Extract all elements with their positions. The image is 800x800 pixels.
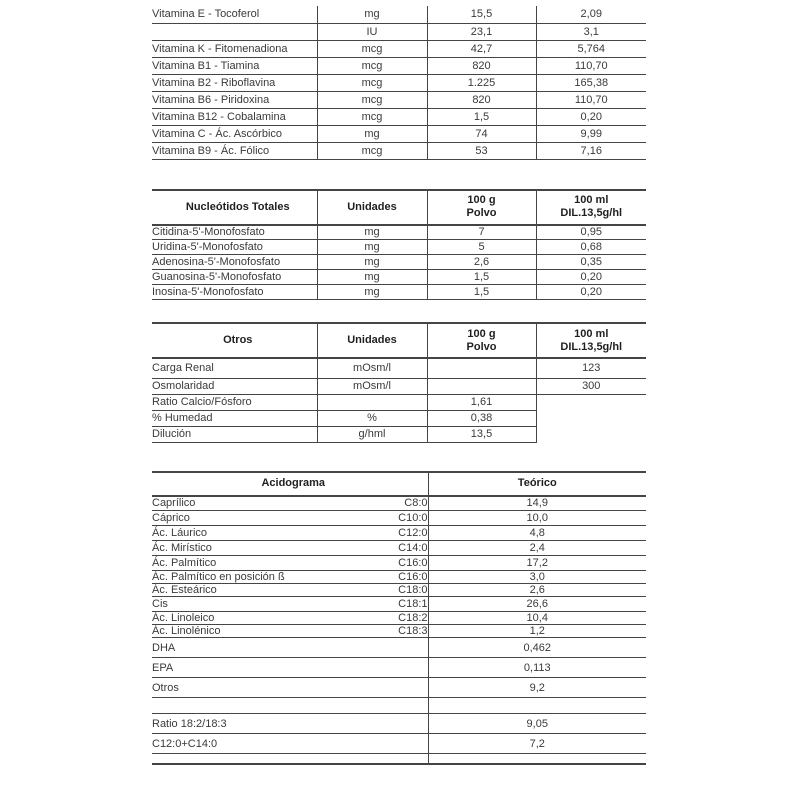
- row-label-cell: [152, 23, 317, 40]
- teorico-value-cell: 1,2: [428, 625, 646, 638]
- row-label-cell: Dilución: [152, 426, 317, 442]
- acid-name-cell: [152, 754, 352, 764]
- teorico-value-cell: 0,113: [428, 658, 646, 678]
- teorico-value-cell: 2,6: [428, 584, 646, 597]
- value-100ml-cell: 0,95: [536, 225, 646, 240]
- value-100ml-cell: 0,20: [536, 285, 646, 300]
- table-row: [152, 571, 646, 584]
- table-row: [152, 678, 646, 698]
- table-row: [152, 541, 646, 556]
- table-row: [152, 625, 646, 638]
- table-row: [152, 612, 646, 625]
- teorico-value-cell: 17,2: [428, 556, 646, 571]
- row-label-cell: Vitamina B1 - Tiamina: [152, 57, 317, 74]
- value-100ml-cell: 9,99: [536, 125, 646, 142]
- teorico-value-cell: 4,8: [428, 526, 646, 541]
- acid-code-cell: [352, 638, 428, 658]
- value-100ml-cell: 5,764: [536, 40, 646, 57]
- table-row: [152, 754, 646, 764]
- header-title: Otros: [152, 323, 317, 358]
- acid-code-cell: [352, 734, 428, 754]
- row-label-cell: Uridina-5'-Monofosfato: [152, 240, 317, 255]
- header-title: Nucleótidos Totales: [152, 190, 317, 225]
- value-100g-cell: 23,1: [427, 23, 536, 40]
- acid-name-cell: Ratio 18:2/18:3: [152, 714, 352, 734]
- table-row: [152, 714, 646, 734]
- table-row: [152, 6, 646, 23]
- acid-name-cell: Ác. Palmítico en posición ß: [152, 571, 352, 584]
- table-row: [152, 658, 646, 678]
- teorico-value-cell: 9,05: [428, 714, 646, 734]
- row-label-cell: Vitamina B12 - Cobalamina: [152, 108, 317, 125]
- unit-cell: mg: [317, 6, 427, 23]
- value-100g-cell: 42,7: [427, 40, 536, 57]
- acid-name-cell: EPA: [152, 658, 352, 678]
- acid-code-cell: C12:0: [352, 526, 428, 541]
- table-row: [152, 556, 646, 571]
- value-100ml-cell: 7,16: [536, 142, 646, 159]
- row-label-cell: Vitamina B6 - Piridoxina: [152, 91, 317, 108]
- unit-cell: mg: [317, 255, 427, 270]
- table-row: [152, 584, 646, 597]
- value-100ml-cell: 123: [536, 358, 646, 378]
- row-label-cell: Guanosina-5'-Monofosfato: [152, 270, 317, 285]
- value-100g-cell: 1,61: [427, 394, 536, 410]
- teorico-value-cell: 9,2: [428, 678, 646, 698]
- acid-code-cell: [352, 678, 428, 698]
- table-row: [152, 394, 646, 410]
- table-row: [152, 270, 646, 285]
- table-row: [152, 511, 646, 526]
- header-teorico: Teórico: [428, 472, 646, 496]
- unit-cell: mg: [317, 285, 427, 300]
- unit-cell: mg: [317, 240, 427, 255]
- nutrition-document: [152, 6, 646, 765]
- acid-code-cell: C16:0: [352, 571, 428, 584]
- row-label-cell: Vitamina B9 - Ác. Fólico: [152, 142, 317, 159]
- table-header-row: [152, 472, 646, 496]
- acid-code-cell: C14:0: [352, 541, 428, 556]
- value-100g-cell: 5: [427, 240, 536, 255]
- unit-cell: mcg: [317, 57, 427, 74]
- acid-code-cell: [352, 658, 428, 678]
- value-100g-cell: [427, 378, 536, 394]
- acid-code-cell: C10:0: [352, 511, 428, 526]
- table-row: [152, 496, 646, 511]
- acid-name-cell: Caprílico: [152, 496, 352, 511]
- unit-cell: mOsm/l: [317, 378, 427, 394]
- unit-cell: %: [317, 410, 427, 426]
- acid-name-cell: Otros: [152, 678, 352, 698]
- header-100g-polvo: [427, 323, 536, 358]
- acid-name-cell: Ác. Linolénico: [152, 625, 352, 638]
- unit-cell: mg: [317, 125, 427, 142]
- acid-code-cell: C18:0: [352, 584, 428, 597]
- acid-code-cell: [352, 698, 428, 714]
- unit-cell: mcg: [317, 142, 427, 159]
- value-100g-cell: 820: [427, 91, 536, 108]
- value-100ml-cell: 110,70: [536, 57, 646, 74]
- unit-cell: IU: [317, 23, 427, 40]
- teorico-value-cell: 14,9: [428, 496, 646, 511]
- acid-name-cell: Cis: [152, 597, 352, 612]
- value-100g-cell: 2,6: [427, 255, 536, 270]
- acid-name-cell: Ác. Linoleico: [152, 612, 352, 625]
- unit-cell: mcg: [317, 40, 427, 57]
- acid-name-cell: Ác. Láurico: [152, 526, 352, 541]
- unit-cell: mOsm/l: [317, 358, 427, 378]
- nucleotides-table: [152, 189, 646, 301]
- unit-cell: mcg: [317, 74, 427, 91]
- table-row: [152, 57, 646, 74]
- table-row: [152, 597, 646, 612]
- row-label-cell: Vitamina B2 - Riboflavina: [152, 74, 317, 91]
- teorico-value-cell: 10,0: [428, 511, 646, 526]
- table-row: [152, 734, 646, 754]
- table-row: [152, 108, 646, 125]
- teorico-value-cell: 2,4: [428, 541, 646, 556]
- value-100ml-cell: 2,09: [536, 6, 646, 23]
- table-header-row: [152, 323, 646, 358]
- value-100g-cell: [427, 358, 536, 378]
- unit-cell: g/hml: [317, 426, 427, 442]
- acid-name-cell: Ác. Palmítico: [152, 556, 352, 571]
- acid-name-cell: C12:0+C14:0: [152, 734, 352, 754]
- table-row: [152, 142, 646, 159]
- value-100g-cell: 1,5: [427, 270, 536, 285]
- value-100g-cell: 820: [427, 57, 536, 74]
- table-row: [152, 74, 646, 91]
- table-row: [152, 410, 646, 426]
- value-100ml-cell: [536, 394, 646, 410]
- unit-cell: mcg: [317, 91, 427, 108]
- acid-code-cell: C8:0: [352, 496, 428, 511]
- table-row: [152, 23, 646, 40]
- value-100g-cell: 53: [427, 142, 536, 159]
- header-line: 100 ml: [574, 327, 609, 340]
- teorico-value-cell: 0,462: [428, 638, 646, 658]
- acid-code-cell: C18:1: [352, 597, 428, 612]
- value-100ml-cell: 0,35: [536, 255, 646, 270]
- value-100ml-cell: [536, 410, 646, 426]
- row-label-cell: Vitamina K - Fitomenadiona: [152, 40, 317, 57]
- acid-code-cell: C18:2: [352, 612, 428, 625]
- table-row: [152, 426, 646, 442]
- value-100g-cell: 1,5: [427, 108, 536, 125]
- header-line: Polvo: [466, 340, 497, 353]
- teorico-value-cell: [428, 754, 646, 764]
- acid-code-cell: C18:3: [352, 625, 428, 638]
- row-label-cell: Adenosina-5'-Monofosfato: [152, 255, 317, 270]
- acidogram-table: [152, 471, 646, 765]
- table-header-row: [152, 190, 646, 225]
- header-title: Acidograma: [152, 472, 428, 496]
- row-label-cell: Ratio Calcio/Fósforo: [152, 394, 317, 410]
- unit-cell: mg: [317, 270, 427, 285]
- teorico-value-cell: 7,2: [428, 734, 646, 754]
- table-row: [152, 91, 646, 108]
- row-label-cell: Inosina-5'-Monofosfato: [152, 285, 317, 300]
- acid-name-cell: Cáprico: [152, 511, 352, 526]
- value-100ml-cell: 3,1: [536, 23, 646, 40]
- header-unidades: Unidades: [317, 190, 427, 225]
- table-row: [152, 358, 646, 378]
- value-100g-cell: 1.225: [427, 74, 536, 91]
- header-unidades: Unidades: [317, 323, 427, 358]
- value-100ml-cell: 165,38: [536, 74, 646, 91]
- value-100ml-cell: 0,20: [536, 108, 646, 125]
- table-row: [152, 40, 646, 57]
- acid-name-cell: Ác. Esteárico: [152, 584, 352, 597]
- teorico-value-cell: 3,0: [428, 571, 646, 584]
- value-100g-cell: 0,38: [427, 410, 536, 426]
- row-label-cell: % Humedad: [152, 410, 317, 426]
- teorico-value-cell: 26,6: [428, 597, 646, 612]
- table-row: [152, 225, 646, 240]
- value-100ml-cell: [536, 426, 646, 442]
- acid-name-cell: DHA: [152, 638, 352, 658]
- value-100g-cell: 15,5: [427, 6, 536, 23]
- others-table: [152, 322, 646, 443]
- header-100ml-dil: [536, 323, 646, 358]
- table-row: [152, 698, 646, 714]
- header-line: 100 ml: [574, 194, 609, 206]
- value-100ml-cell: 110,70: [536, 91, 646, 108]
- unit-cell: mcg: [317, 108, 427, 125]
- teorico-value-cell: [428, 698, 646, 714]
- header-line: DIL.13,5g/hl: [560, 207, 623, 219]
- value-100ml-cell: 0,20: [536, 270, 646, 285]
- acid-code-cell: [352, 754, 428, 764]
- table-row: [152, 526, 646, 541]
- table-row: [152, 638, 646, 658]
- table-row: [152, 285, 646, 300]
- header-line: 100 g: [467, 327, 496, 340]
- row-label-cell: Vitamina E - Tocoferol: [152, 6, 317, 23]
- acid-name-cell: Ác. Mirístico: [152, 541, 352, 556]
- table-row: [152, 255, 646, 270]
- acid-code-cell: C16:0: [352, 556, 428, 571]
- value-100g-cell: 1,5: [427, 285, 536, 300]
- value-100g-cell: 74: [427, 125, 536, 142]
- value-100g-cell: 13,5: [427, 426, 536, 442]
- acid-code-cell: [352, 714, 428, 734]
- value-100ml-cell: 300: [536, 378, 646, 394]
- header-line: 100 g: [467, 194, 496, 206]
- unit-cell: mg: [317, 225, 427, 240]
- teorico-value-cell: 10,4: [428, 612, 646, 625]
- header-line: Polvo: [466, 207, 497, 219]
- table-row: [152, 125, 646, 142]
- unit-cell: [317, 394, 427, 410]
- table-row: [152, 240, 646, 255]
- row-label-cell: Osmolaridad: [152, 378, 317, 394]
- header-100ml-dil: [536, 190, 646, 225]
- row-label-cell: Citidina-5'-Monofosfato: [152, 225, 317, 240]
- value-100ml-cell: 0,68: [536, 240, 646, 255]
- row-label-cell: Carga Renal: [152, 358, 317, 378]
- vitamins-table: [152, 6, 646, 160]
- value-100g-cell: 7: [427, 225, 536, 240]
- header-100g-polvo: [427, 190, 536, 225]
- acid-name-cell: [152, 698, 352, 714]
- header-line: DIL.13,5g/hl: [560, 340, 623, 353]
- table-row: [152, 378, 646, 394]
- row-label-cell: Vitamina C - Ác. Ascórbico: [152, 125, 317, 142]
